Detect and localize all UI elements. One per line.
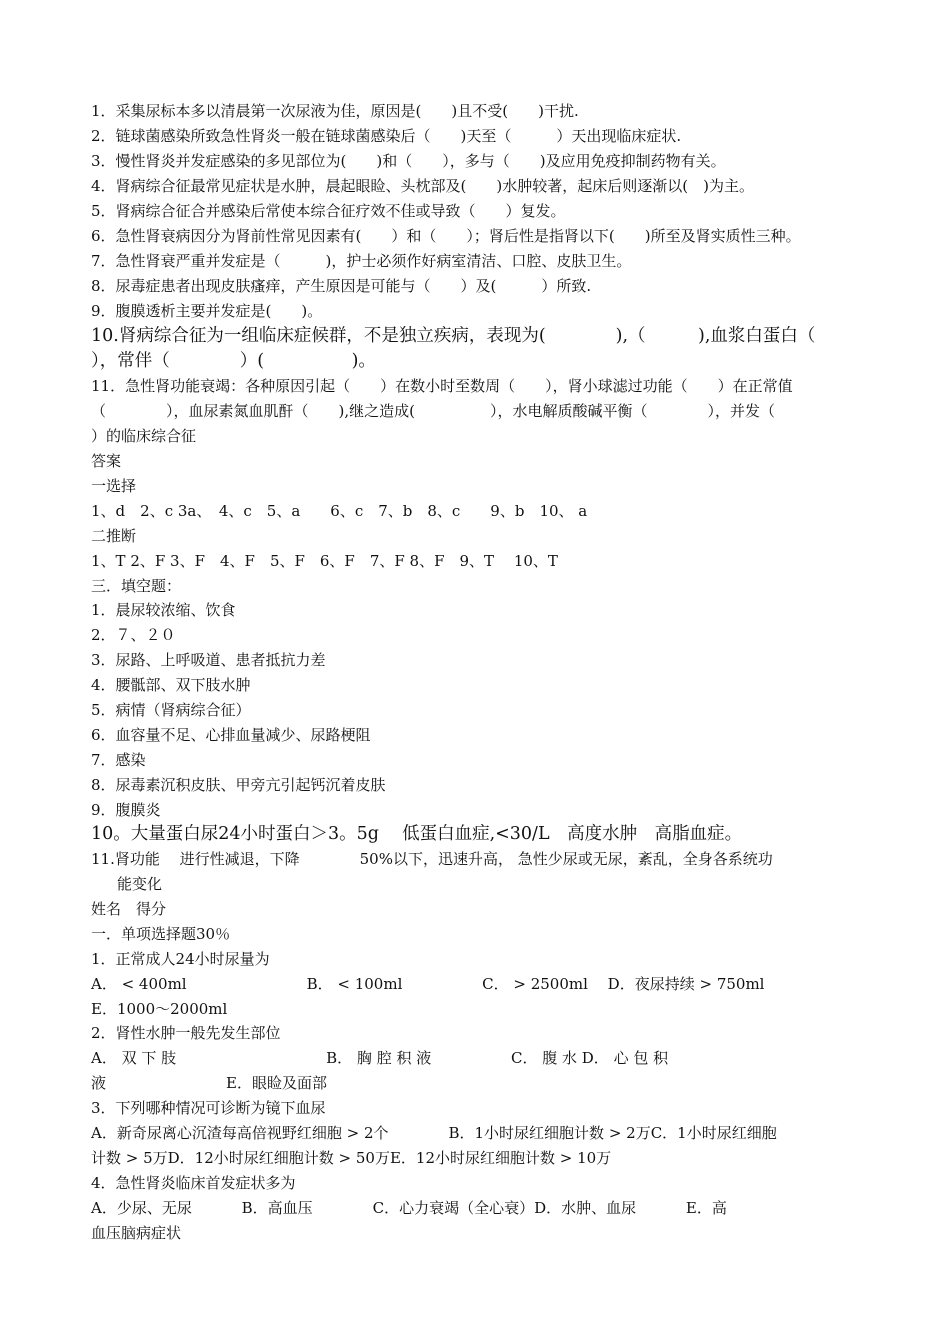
text-line: （ ），血尿素氮血肌酐（ ),继之造成( ），水电解质酸碱平衡（ ），并发（ [91,402,775,420]
text-line: 1．采集尿标本多以清晨第一次尿液为佳，原因是( )且不受( )干扰. [91,102,579,120]
text-line: A．少尿、无尿 B．高血压 C．心力衰竭（全心衰）D．水肿、血尿 E．高 [91,1199,727,1217]
text-line: 7．急性肾衰严重并发症是（ )，护士必须作好病室清洁、口腔、皮肤卫生。 [91,252,632,270]
text-line: 4．肾病综合征最常见症状是水肿，晨起眼睑、头枕部及( )水肿较著，起床后则逐渐以( )为主。 [91,177,754,195]
text-line: 计数 > 5万D．12小时尿红细胞计数 > 50万E．12小时尿红细胞计数 > 10万 [91,1149,612,1167]
text-line: 1．晨尿较浓缩、饮食 [91,601,236,619]
text-line: ），常伴（ ）( )。 [91,351,376,371]
text-line: 10。大量蛋白尿24小时蛋白＞3。5g 低蛋白血症,<30/L 高度水肿 高脂血症。 [91,824,743,844]
text-line: 2．链球菌感染所致急性肾炎一般在链球菌感染后（ )天至（ ）天出现临床症状. [91,127,682,145]
text-line: 一选择 [91,477,137,495]
text-line: 2．７、２０ [91,626,176,644]
text-line: 一．单项选择题30％ [91,925,231,943]
text-line: ）的临床综合征 [91,427,197,445]
text-line: 1、T 2、F 3、F 4、F 5、F 6、F 7、F 8、F 9、T 10、T [91,552,558,570]
text-line: 5．肾病综合征合并感染后常使本综合征疗效不佳或导致（ ）复发。 [91,202,566,220]
text-line: 11．急性肾功能衰竭：各种原因引起（ ）在数小时至数周（ ），肾小球滤过功能（ ）在正常值 [91,377,793,395]
text-line: A． 双 下 肢 B． 胸 腔 积 液 C． 腹 水 D． 心 包 积 [91,1049,669,1067]
text-line: 2．肾性水肿一般先发生部位 [91,1024,281,1042]
text-line: 6．急性肾衰病因分为肾前性常见因素有( ）和（ ）；肾后性是指肾以下( )所至及肾实质性三种。 [91,227,801,245]
text-line: 三．填空题： [91,577,182,595]
text-line: 5．病情（肾病综合征） [91,701,251,719]
text-line: 6．血容量不足、心排血量减少、尿路梗阻 [91,726,371,744]
text-line: 二推断 [91,527,137,545]
text-line: 血压脑病症状 [91,1224,182,1242]
text-line: 姓名 得分 [91,900,167,918]
text-line: 10.肾病综合征为一组临床症候群，不是独立疾病，表现为( ),（ ),血浆白蛋白（ [91,326,816,346]
text-line: 4．腰骶部、双下肢水肿 [91,676,251,694]
text-line: 1．正常成人24小时尿量为 [91,950,270,968]
text-line: 8．尿毒素沉积皮肤、甲旁亢引起钙沉着皮肤 [91,776,386,794]
text-line: 3．慢性肾炎并发症感染的多见部位为( )和（ ），多与（ )及应用免疫抑制药物有关。 [91,152,726,170]
text-line: 3．尿路、上呼吸道、患者抵抗力差 [91,651,326,669]
text-line: 液 E．眼睑及面部 [91,1074,327,1092]
text-line: 7．感染 [91,751,146,769]
text-line: 能变化 [117,875,163,893]
text-line: 9．腹膜炎 [91,801,161,819]
text-line: A．新奇尿离心沉渣每高倍视野红细胞 > 2个 B．1小时尿红细胞计数 > 2万C．1小时尿红细胞 [91,1124,777,1142]
text-line: E．1000～2000ml [91,1000,228,1018]
text-line: 1、d 2、c 3a、 4、c 5、a 6、c 7、b 8、c 9、b 10、 a [91,502,588,520]
text-line: 11.肾功能 进行性减退，下降 50%以下，迅速升高， 急性少尿或无尿，紊乱，全身各系统功 [91,850,773,868]
text-line: 答案 [91,452,122,470]
text-line: 9．腹膜透析主要并发症是( )。 [91,302,323,320]
text-line: 4．急性肾炎临床首发症状多为 [91,1174,296,1192]
text-line: A． < 400ml B． < 100ml C． > 2500ml D．夜尿持续 > 750ml [91,975,765,993]
text-line: 8．尿毒症患者出现皮肤瘙痒，产生原因是可能与（ ）及( ）所致. [91,277,592,295]
text-line: 3．下列哪种情况可诊断为镜下血尿 [91,1099,326,1117]
